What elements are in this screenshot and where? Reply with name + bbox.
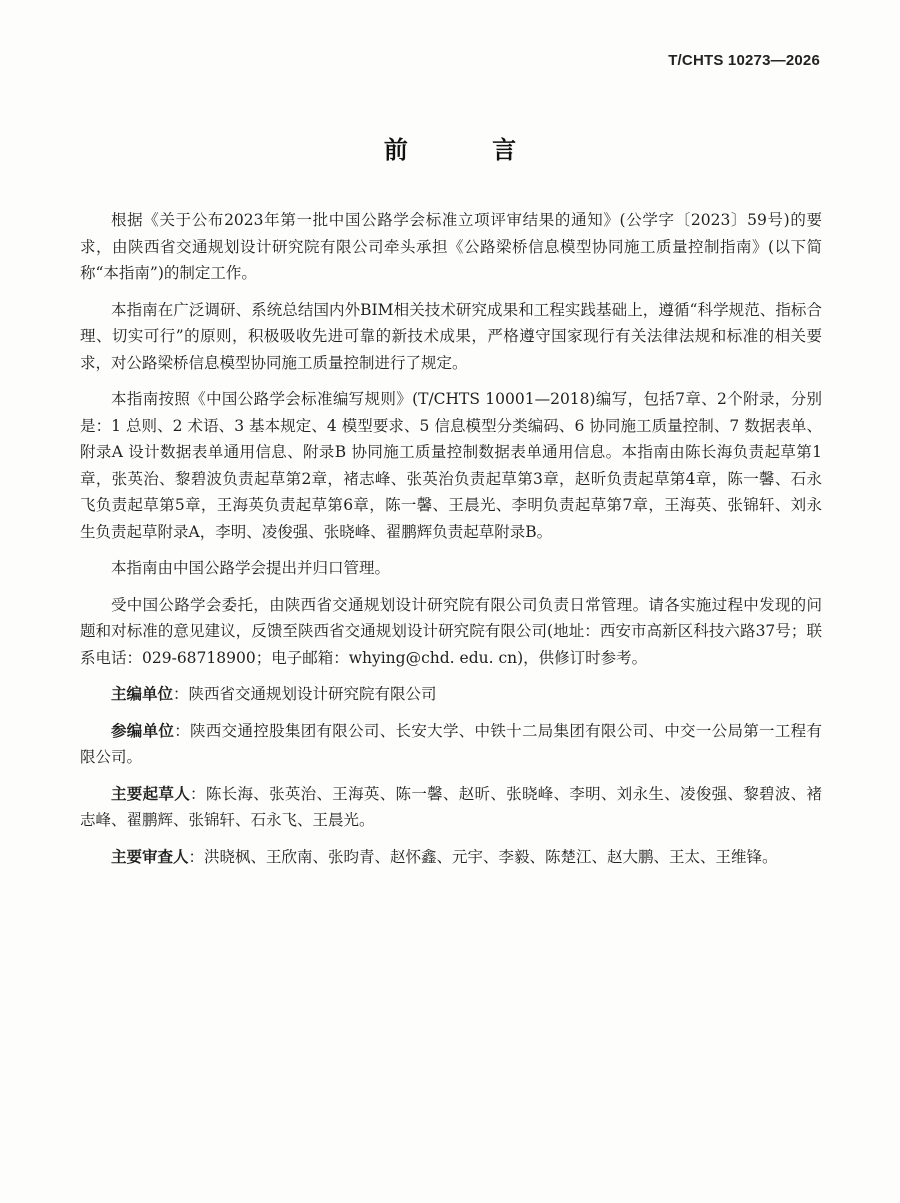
credit-main-reviewers: [80, 844, 822, 871]
credit-label: 主要审查人: [111, 847, 189, 866]
credit-label: 参编单位: [111, 721, 175, 740]
paragraph: 本指南由中国公路学会提出并归口管理。: [111, 559, 391, 577]
credit-participating-units: [80, 718, 822, 771]
credit-value: 洪晓枫、王欣南、张昀青、赵怀鑫、元宇、李毅、陈楚江、赵大鹏、王太、王维锋。: [204, 847, 778, 866]
credit-label: 主编单位: [111, 685, 174, 703]
credit-value: 陕西交通控股集团有限公司、长安大学、中铁十二局集团有限公司、中交一公局第一工程有限公司。: [80, 721, 822, 766]
credit-separator: ：: [173, 685, 189, 703]
credit-separator: ：: [174, 721, 191, 740]
credit-value: 陈长海、张英治、王海英、陈一馨、赵昕、张晓峰、李明、刘永生、凌俊强、黎碧波、褚志峰、翟鹏辉、张锦轩、石永飞、王晨光。: [80, 784, 822, 829]
credit-separator: ：: [190, 784, 206, 803]
foreword-body: [80, 207, 822, 880]
standard-code: T/CHTS 10273—2026: [668, 52, 820, 69]
paragraph: 本指南在广泛调研、系统总结国内外BIM相关技术研究成果和工程实践基础上，遵循“科学规范、指标合理、切实可行”的原则，积极吸收先进可靠的新技术成果，严格遵守国家现行有关法律法规和标准的相关要求，对公路梁桥信息模型协同施工质量控制进行了规定。: [80, 300, 822, 372]
credit-value: 陕西省交通规划设计研究院有限公司: [188, 685, 437, 703]
paragraph: 根据《关于公布2023年第一批中国公路学会标准立项评审结果的通知》(公学字〔2023〕59号)的要求，由陕西省交通规划设计研究院有限公司牵头承担《公路梁桥信息模型协同施工质量控制指南》(以下简称“本指南”)的制定工作。: [80, 211, 822, 282]
paragraph: 受中国公路学会委托，由陕西省交通规划设计研究院有限公司负责日常管理。请各实施过程中发现的问题和对标准的意见建议，反馈至陕西省交通规划设计研究院有限公司(地址：西安市高新区科技六路37号；联系电话：029-68718900；电子邮箱：whying@chd. edu. cn)，供修订时参考。: [80, 595, 822, 667]
paragraph: 本指南按照《中国公路学会标准编写规则》(T/CHTS 10001—2018)编写，包括7章、2个附录，分别是：1 总则、2 术语、3 基本规定、4 模型要求、5 信息模型分类编码、6 协同施工质量控制、7 数据表单、附录A 设计数据表单通用信息、附录B 协同施工质量控制数据表单通用信息。本指南由陈长海负责起草第1章，张英治、黎碧波负责起草第2章，褚志峰、张英治负责起草第3章，赵昕负责起草第4章，陈一馨、石永飞负责起草第5章，王海英负责起草第6章，陈一馨、王晨光、李明负责起草第7章，王海英、张锦轩、刘永生负责起草附录A，李明、凌俊强、张晓峰、翟鹏辉负责起草附录B。: [80, 390, 822, 541]
page-title: 前 言: [383, 136, 555, 164]
credit-chief-editor: [80, 681, 822, 708]
credit-label: 主要起草人: [111, 784, 191, 803]
credit-separator: ：: [188, 847, 205, 866]
credit-main-drafters: [80, 781, 822, 834]
